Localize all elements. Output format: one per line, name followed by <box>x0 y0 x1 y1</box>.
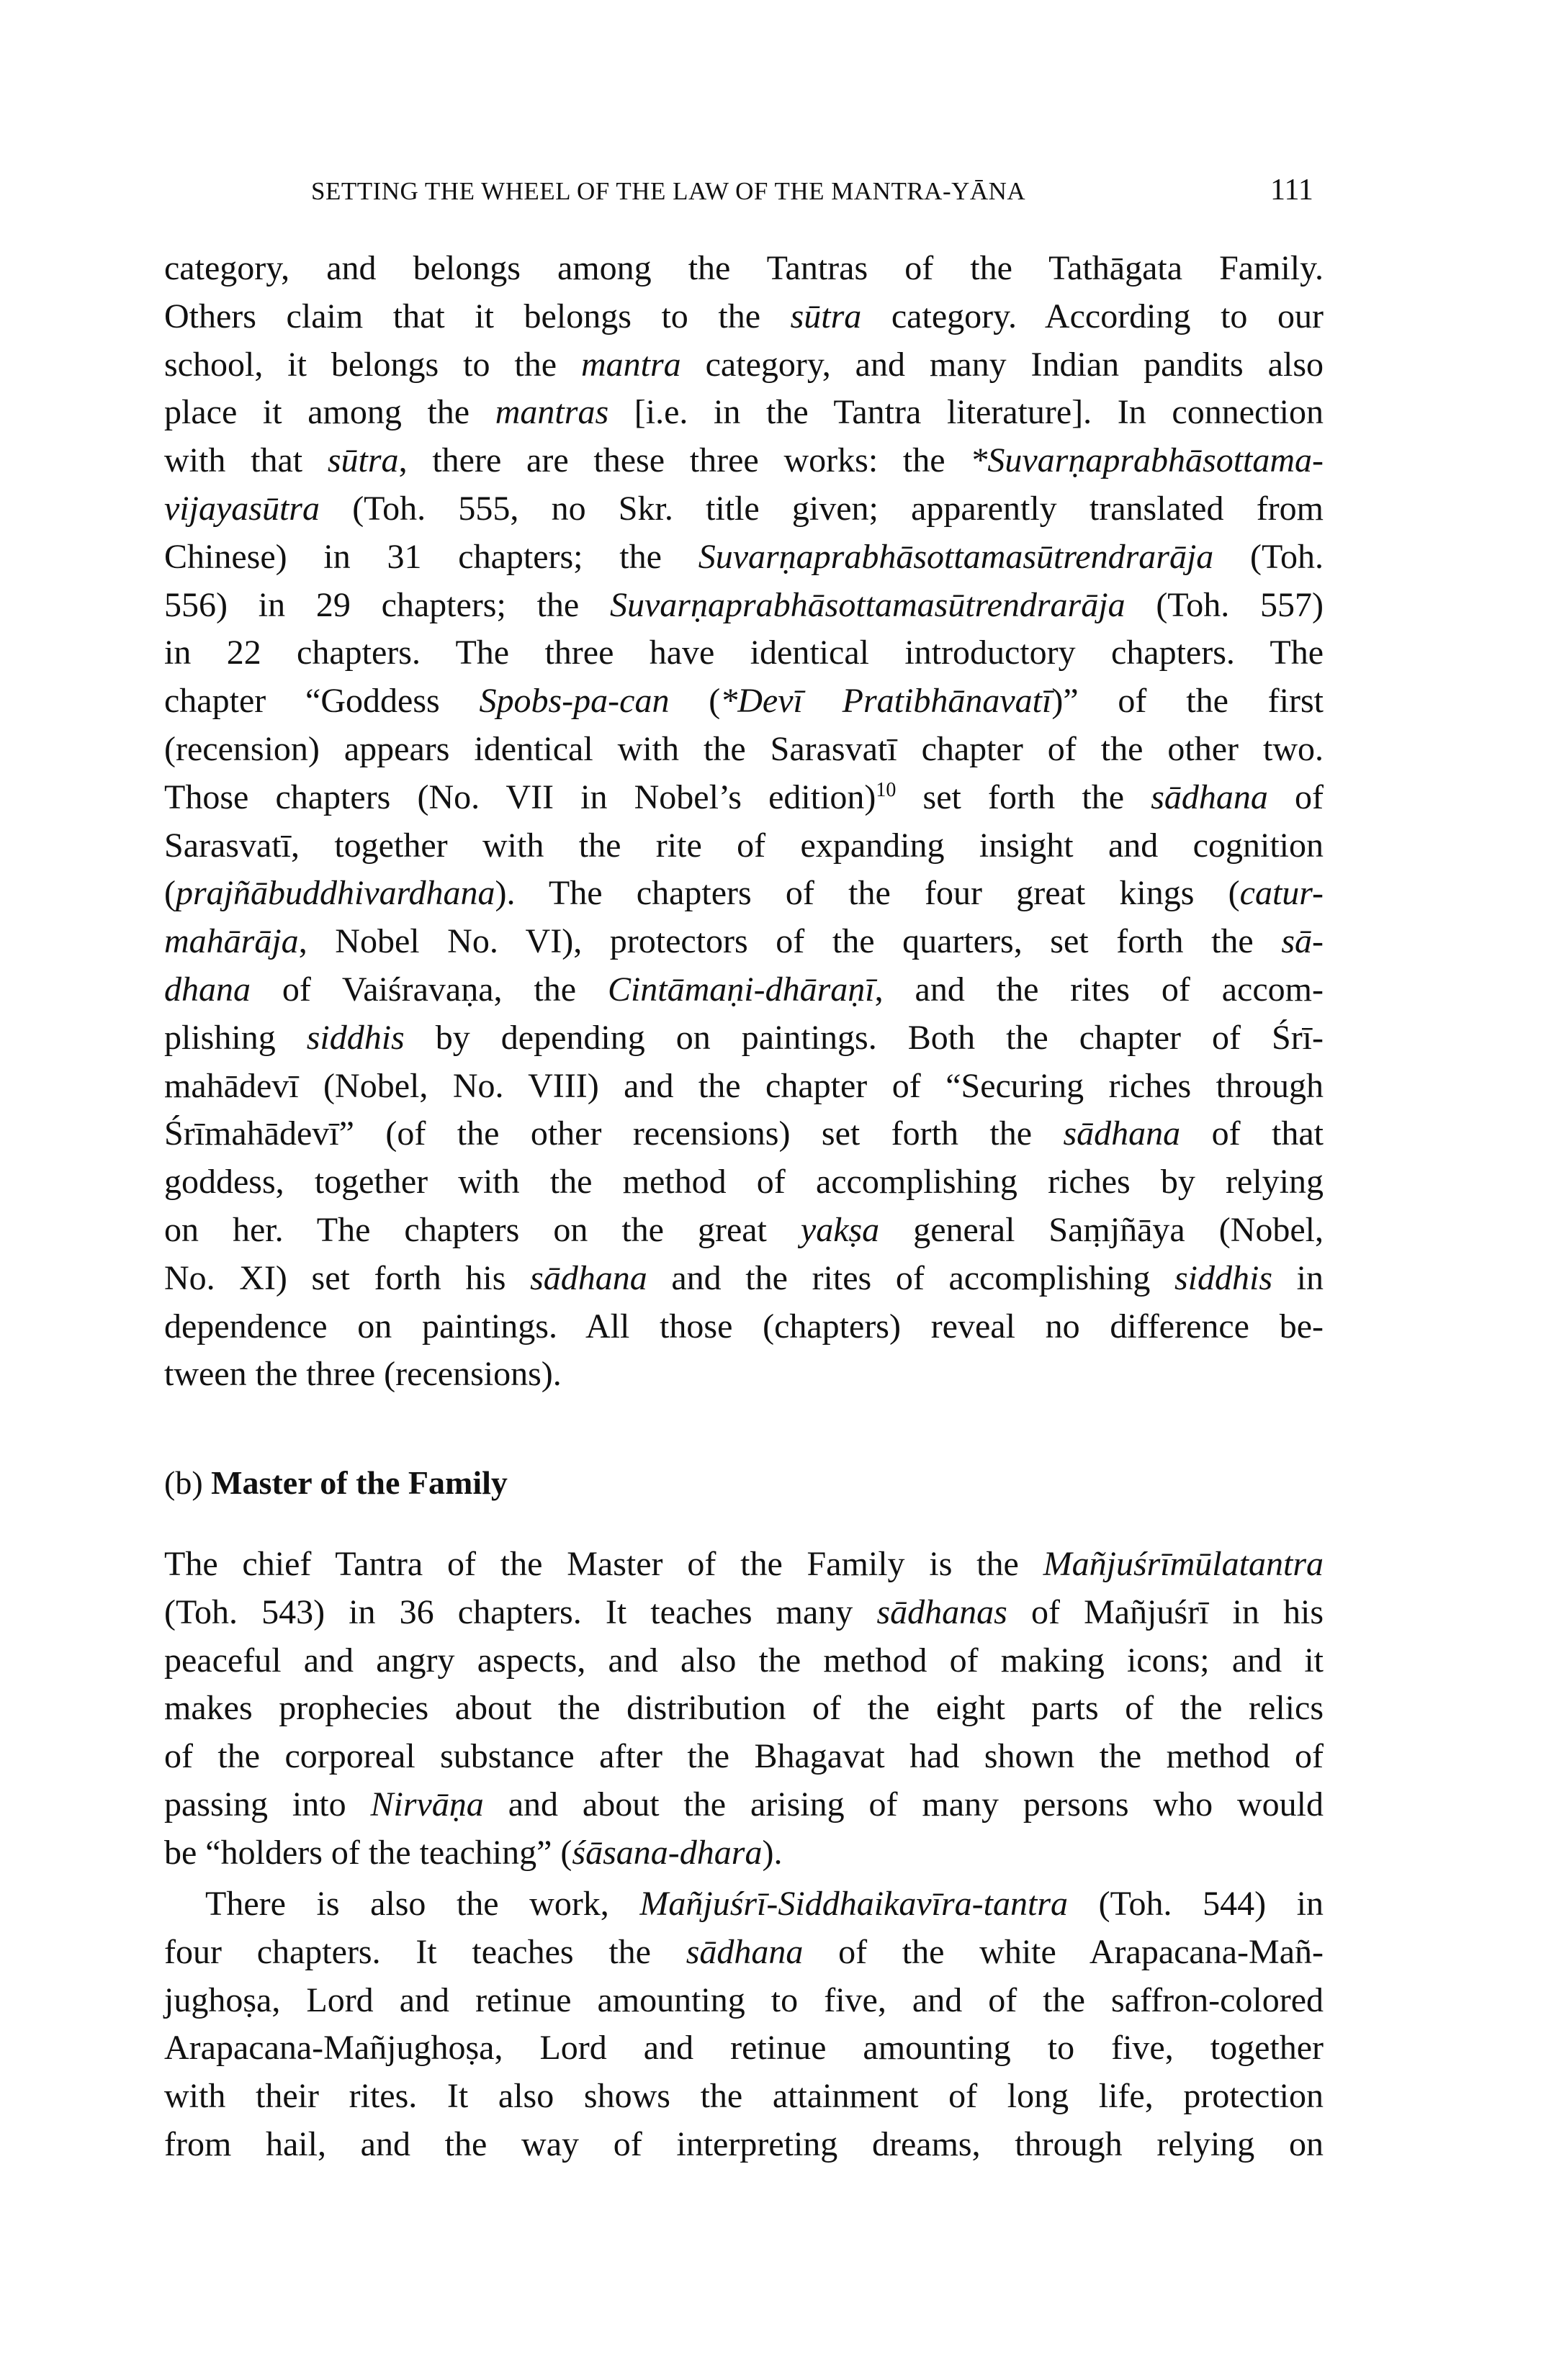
text-line <box>164 726 1324 774</box>
text-line <box>164 437 1324 485</box>
text-run: 556) in 29 chapters; the <box>164 585 610 624</box>
italic-term: *Suvarṇaprabhāsottama- <box>970 441 1324 480</box>
text-line <box>164 1063 1324 1111</box>
text-run: makes prophecies about the distribution of the eight parts of the relics <box>164 1689 1324 1728</box>
text-run: mahādevī (Nobel, No. VIII) and the chapter of “Securing riches through <box>164 1066 1324 1105</box>
text-run: No. XI) set forth his <box>164 1258 531 1297</box>
paragraph-3 <box>164 1880 1324 2169</box>
italic-term: sūtra <box>327 441 399 480</box>
text-run: ). The chapters of the four great kings ( <box>495 874 1240 913</box>
text-run: Others claim that it belongs to the <box>164 297 791 335</box>
italic-term: sādhana <box>1063 1114 1181 1153</box>
text-line <box>164 1829 1324 1878</box>
text-run: dependence on paintings. All those (chapters) reveal no difference be- <box>164 1307 1324 1345</box>
italic-term: *Devī Pratibhānavatī <box>720 682 1052 721</box>
text-run: by depending on paintings. Both the chapter of Śrī- <box>404 1018 1324 1057</box>
text-run: with their rites. It also shows the attainment of long life, protection <box>164 2077 1324 2116</box>
text-line <box>164 293 1324 341</box>
text-run: ). <box>762 1833 783 1872</box>
text-run: , and the rites of accom- <box>874 970 1324 1009</box>
text-run: , there are these three works: the <box>398 441 971 480</box>
italic-term: sādhana <box>1151 777 1268 816</box>
text-run: of Mañjuśrī in his <box>1007 1592 1324 1631</box>
text-line <box>164 870 1324 918</box>
text-run: (Toh. 543) in 36 chapters. It teaches many <box>164 1592 877 1631</box>
text-run: (Toh. 555, no Skr. title given; apparently translated from <box>319 489 1324 528</box>
italic-term: Nirvāṇa <box>370 1785 484 1824</box>
text-line <box>164 629 1324 677</box>
text-run: set forth the <box>896 777 1151 816</box>
text-line <box>164 1977 1324 2025</box>
italic-term: sādhana <box>686 1932 804 1971</box>
text-run: category. According to our <box>861 297 1324 335</box>
text-line <box>164 2073 1324 2121</box>
text-line <box>164 1637 1324 1685</box>
text-line <box>164 1541 1324 1589</box>
text-line <box>164 2024 1324 2073</box>
text-run: tween the three (recensions). <box>164 1355 562 1394</box>
italic-term: Mañjuśrīmūlatantra <box>1043 1545 1324 1583</box>
text-line <box>164 1014 1324 1063</box>
section-heading-label: (b) <box>164 1464 212 1501</box>
text-line <box>164 966 1324 1014</box>
italic-term: sādhana <box>530 1258 647 1297</box>
text-run: category, and many Indian pandits also <box>680 345 1324 384</box>
italic-term: siddhis <box>1174 1258 1273 1297</box>
italic-term: yakṣa <box>800 1210 880 1249</box>
text-line <box>164 1207 1324 1255</box>
text-run: Śrīmahādevī” (of the other recensions) set forth the <box>164 1114 1064 1153</box>
text-run: (Toh. 557) <box>1125 585 1324 624</box>
italic-term: mantras <box>495 393 609 432</box>
text-run: on her. The chapters on the great <box>164 1210 801 1249</box>
italic-term: Spobs-pa-can <box>479 682 670 721</box>
text-run: Sarasvatī, together with the rite of expanding insight and cognition <box>164 826 1324 865</box>
italic-term: Mañjuśrī-Siddhaikavīra-tantra <box>639 1885 1069 1923</box>
text-line <box>164 341 1324 389</box>
text-run: Arapacana-Mañjughoṣa, Lord and retinue amounting to five, together <box>164 2029 1324 2068</box>
text-line <box>164 1929 1324 1977</box>
text-run: of that <box>1180 1114 1324 1153</box>
text-run: ( <box>164 874 176 913</box>
text-run: of the white Arapacana-Mañ- <box>803 1932 1324 1971</box>
text-line <box>164 774 1324 822</box>
text-run: and about the arising of many persons who would <box>483 1785 1324 1824</box>
footnote-ref: 10 <box>876 778 897 801</box>
italic-term: mahārāja <box>164 922 299 961</box>
text-run: four chapters. It teaches the <box>164 1932 686 1971</box>
text-run: in 22 chapters. The three have identical introductory chapters. The <box>164 634 1324 672</box>
text-run: (Toh. <box>1213 537 1324 576</box>
text-run: in <box>1272 1258 1324 1297</box>
text-run: of <box>1267 777 1324 816</box>
text-line <box>164 245 1324 293</box>
italic-term: dhana <box>164 970 251 1009</box>
text-line <box>164 1303 1324 1351</box>
text-line <box>164 1351 1324 1399</box>
text-line <box>164 677 1324 726</box>
text-run: category, and belongs among the Tantras of the Tathāgata Family. <box>164 249 1324 287</box>
text-run: and the rites of accomplishing <box>647 1258 1174 1297</box>
italic-term: catur- <box>1239 874 1324 913</box>
text-line <box>164 485 1324 533</box>
italic-term: vijayasūtra <box>164 489 320 528</box>
text-run: be “holders of the teaching” ( <box>164 1833 572 1872</box>
text-line <box>164 918 1324 966</box>
text-line <box>164 822 1324 870</box>
text-line <box>164 1158 1324 1207</box>
italic-term: sādhanas <box>876 1592 1007 1631</box>
italic-term: Suvarṇaprabhāsottamasūtrendrarāja <box>609 585 1126 624</box>
text-line <box>164 389 1324 437</box>
text-run: chapter “Goddess <box>164 682 480 721</box>
text-run: [i.e. in the Tantra literature]. In connection <box>608 393 1324 432</box>
text-run: , Nobel No. VI), protectors of the quarters, set forth the <box>298 922 1282 961</box>
text-line <box>164 1589 1324 1637</box>
text-run: goddess, together with the method of accomplishing riches by relying <box>164 1163 1324 1202</box>
text-run: of the corporeal substance after the Bhagavat had shown the method of <box>164 1737 1324 1776</box>
italic-term: Cintāmaṇi-dhāraṇī <box>607 970 875 1009</box>
text-run: passing into <box>164 1785 371 1824</box>
italic-term: sūtra <box>790 297 862 335</box>
text-run: general Saṃjñāya (Nobel, <box>879 1210 1324 1249</box>
text-run: (recension) appears identical with the Sarasvatī chapter of the other two. <box>164 729 1324 768</box>
page-number: 111 <box>1270 173 1313 207</box>
text-line <box>164 1685 1324 1733</box>
text-run: jughoṣa, Lord and retinue amounting to five, and of the saffron-colored <box>164 1980 1324 2019</box>
text-run: (Toh. 544) in <box>1068 1885 1324 1923</box>
text-run: ( <box>669 682 721 721</box>
section-heading-title: Master of the Family <box>211 1464 508 1501</box>
paragraph-2 <box>164 1541 1324 1878</box>
text-line <box>164 1733 1324 1781</box>
text-line <box>164 1781 1324 1829</box>
text-line <box>164 1255 1324 1303</box>
text-run: )” of the first <box>1051 682 1324 721</box>
paragraph-1 <box>164 245 1324 1399</box>
text-line <box>164 533 1324 582</box>
text-run: Those chapters (No. VII in Nobel’s edition) <box>164 777 876 816</box>
text-line <box>164 2121 1324 2169</box>
italic-term: mantra <box>581 345 681 384</box>
text-run: The chief Tantra of the Master of the Family is the <box>164 1545 1043 1583</box>
text-run: plishing <box>164 1018 307 1057</box>
running-header: SETTING THE WHEEL OF THE LAW OF THE MANTRA-YĀNA <box>311 177 1026 205</box>
section-heading <box>164 1459 508 1507</box>
text-line <box>164 1880 1324 1929</box>
italic-term: śāsana-dhara <box>572 1833 763 1872</box>
italic-term: siddhis <box>306 1018 405 1057</box>
italic-term: prajñābuddhivardhana <box>175 874 495 913</box>
text-run: There is also the work, <box>205 1885 640 1923</box>
text-run: from hail, and the way of interpreting dreams, through relying on <box>164 2124 1324 2163</box>
text-run: with that <box>164 441 328 480</box>
text-run: peaceful and angry aspects, and also the method of making icons; and it <box>164 1641 1324 1680</box>
text-line <box>164 1110 1324 1158</box>
italic-term: sā- <box>1281 922 1324 961</box>
text-line <box>164 582 1324 630</box>
text-run: Chinese) in 31 chapters; the <box>164 537 698 576</box>
italic-term: Suvarṇaprabhāsottamasūtrendrarāja <box>698 537 1214 576</box>
text-run: place it among the <box>164 393 495 432</box>
text-run: of Vaiśravaṇa, the <box>251 970 608 1009</box>
text-run: school, it belongs to the <box>164 345 581 384</box>
